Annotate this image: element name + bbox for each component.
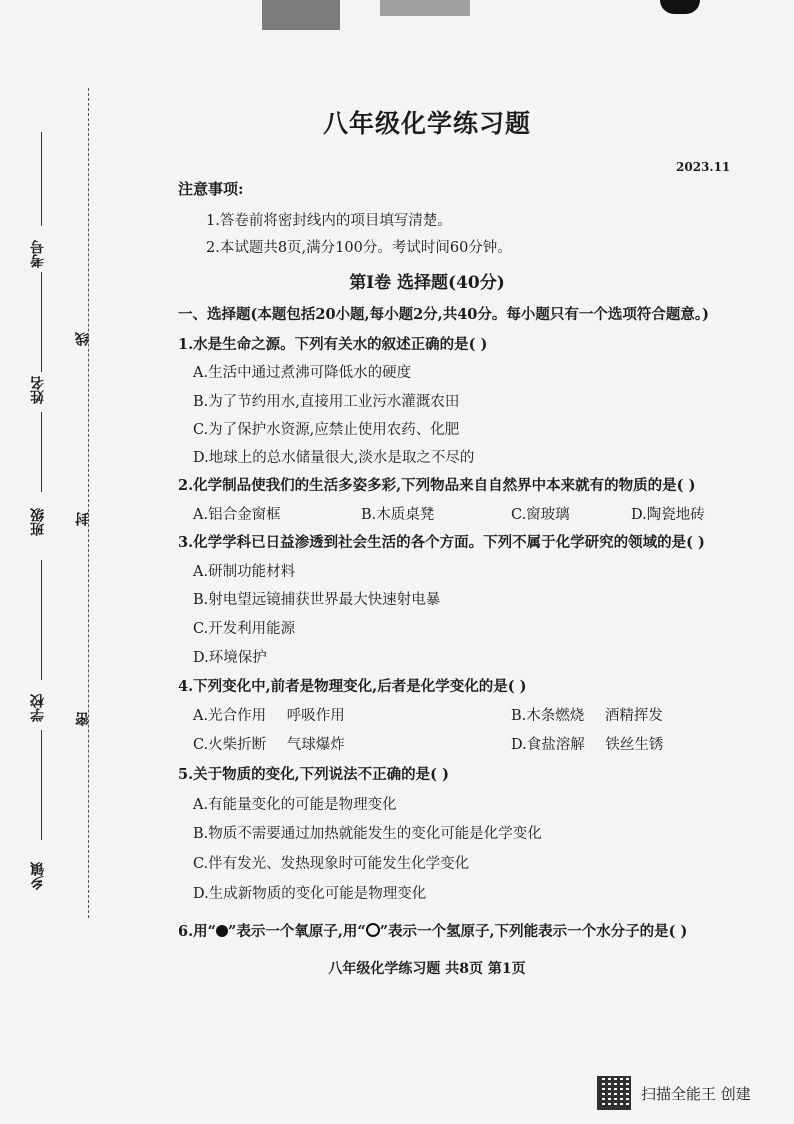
q1-option-a: A.生活中通过煮沸可降低水的硬度 bbox=[193, 365, 412, 381]
scan-shadow bbox=[660, 0, 700, 14]
question-2-stem: 2.化学制品使我们的生活多姿多彩,下列物品来自自然界中本来就有的物质的是( ) bbox=[178, 477, 696, 494]
seal-dashed-line bbox=[88, 88, 89, 918]
class-label: 班级 bbox=[30, 508, 46, 536]
q6-text-part: ”表示一个氧原子,用“ bbox=[227, 923, 366, 940]
q2-option-c: C.窗玻璃 bbox=[511, 507, 570, 523]
q3-option-b: B.射电望远镜捕获世界最大快速射电暴 bbox=[193, 592, 441, 608]
part-header: 一、选择题(本题包括20小题,每小题2分,共40分。每小题只有一个选项符合题意。) bbox=[178, 306, 710, 323]
q6-text-part: ”表示一个氢原子,下列能表示一个水分子的是( ) bbox=[379, 923, 688, 940]
name-label: 姓名 bbox=[30, 376, 46, 404]
town-label: 乡镇 bbox=[30, 862, 46, 890]
page-title: 八年级化学练习题 bbox=[322, 109, 531, 138]
page-footer: 八年级化学练习题 共8页 第1页 bbox=[328, 961, 526, 977]
q6-text-part: 6.用“ bbox=[178, 923, 216, 940]
hydrogen-atom-icon bbox=[366, 923, 380, 937]
q4-option-a: A.光合作用 呼吸作用 bbox=[193, 708, 345, 724]
question-3-stem: 3.化学学科已日益渗透到社会生活的各个方面。下列不属于化学研究的领域的是( ) bbox=[178, 534, 705, 551]
q3-option-c: C.开发利用能源 bbox=[193, 621, 296, 637]
oxygen-atom-icon bbox=[216, 925, 228, 937]
exam-no-label: 考号 bbox=[30, 240, 46, 268]
scan-shadow bbox=[262, 0, 340, 30]
exam-date: 2023.11 bbox=[676, 160, 731, 174]
section-title: 第Ⅰ卷 选择题(40分) bbox=[349, 273, 505, 293]
watermark-text: 扫描全能王 创建 bbox=[641, 1084, 751, 1103]
class-underline bbox=[41, 412, 42, 492]
scanner-watermark bbox=[597, 1076, 751, 1110]
school-underline bbox=[41, 560, 42, 680]
seal-mark-line: 线 bbox=[75, 332, 91, 346]
seal-mark-seal: 封 bbox=[75, 512, 91, 526]
question-5-stem: 5.关于物质的变化,下列说法不正确的是( ) bbox=[178, 766, 449, 783]
qr-code-icon bbox=[597, 1076, 631, 1110]
scan-shadow bbox=[380, 0, 470, 16]
notice-header: 注意事项: bbox=[178, 180, 244, 198]
question-6-stem bbox=[178, 920, 687, 941]
q5-option-d: D.生成新物质的变化可能是物理变化 bbox=[193, 886, 427, 902]
q1-option-b: B.为了节约用水,直接用工业污水灌溉农田 bbox=[193, 394, 460, 410]
q4-option-b: B.木条燃烧 酒精挥发 bbox=[511, 708, 663, 724]
q4-option-d: D.食盐溶解 铁丝生锈 bbox=[511, 737, 664, 753]
q4-option-c: C.火柴折断 气球爆炸 bbox=[193, 737, 345, 753]
notice-item: 2.本试题共8页,满分100分。考试时间60分钟。 bbox=[206, 240, 512, 256]
q5-option-c: C.伴有发光、发热现象时可能发生化学变化 bbox=[193, 856, 470, 872]
q5-option-b: B.物质不需要通过加热就能发生的变化可能是化学变化 bbox=[193, 826, 542, 842]
q2-option-b: B.木质桌凳 bbox=[361, 507, 435, 523]
town-underline bbox=[41, 730, 42, 840]
seal-mark-close: 密 bbox=[75, 712, 91, 726]
q3-option-a: A.研制功能材料 bbox=[193, 564, 296, 580]
q1-option-d: D.地球上的总水储量很大,淡水是取之不尽的 bbox=[193, 450, 475, 466]
q5-option-a: A.有能量变化的可能是物理变化 bbox=[193, 797, 397, 813]
q2-option-d: D.陶瓷地砖 bbox=[631, 507, 705, 523]
question-1-stem: 1.水是生命之源。下列有关水的叙述正确的是( ) bbox=[178, 336, 488, 353]
q1-option-c: C.为了保护水资源,应禁止使用农药、化肥 bbox=[193, 422, 460, 438]
q3-option-d: D.环境保护 bbox=[193, 650, 267, 666]
exam-no-underline bbox=[41, 132, 42, 226]
notice-item: 1.答卷前将密封线内的项目填写清楚。 bbox=[206, 213, 452, 229]
q2-option-a: A.铝合金窗框 bbox=[193, 507, 281, 523]
question-4-stem: 4.下列变化中,前者是物理变化,后者是化学变化的是( ) bbox=[178, 678, 527, 695]
school-label: 学校 bbox=[30, 694, 46, 722]
